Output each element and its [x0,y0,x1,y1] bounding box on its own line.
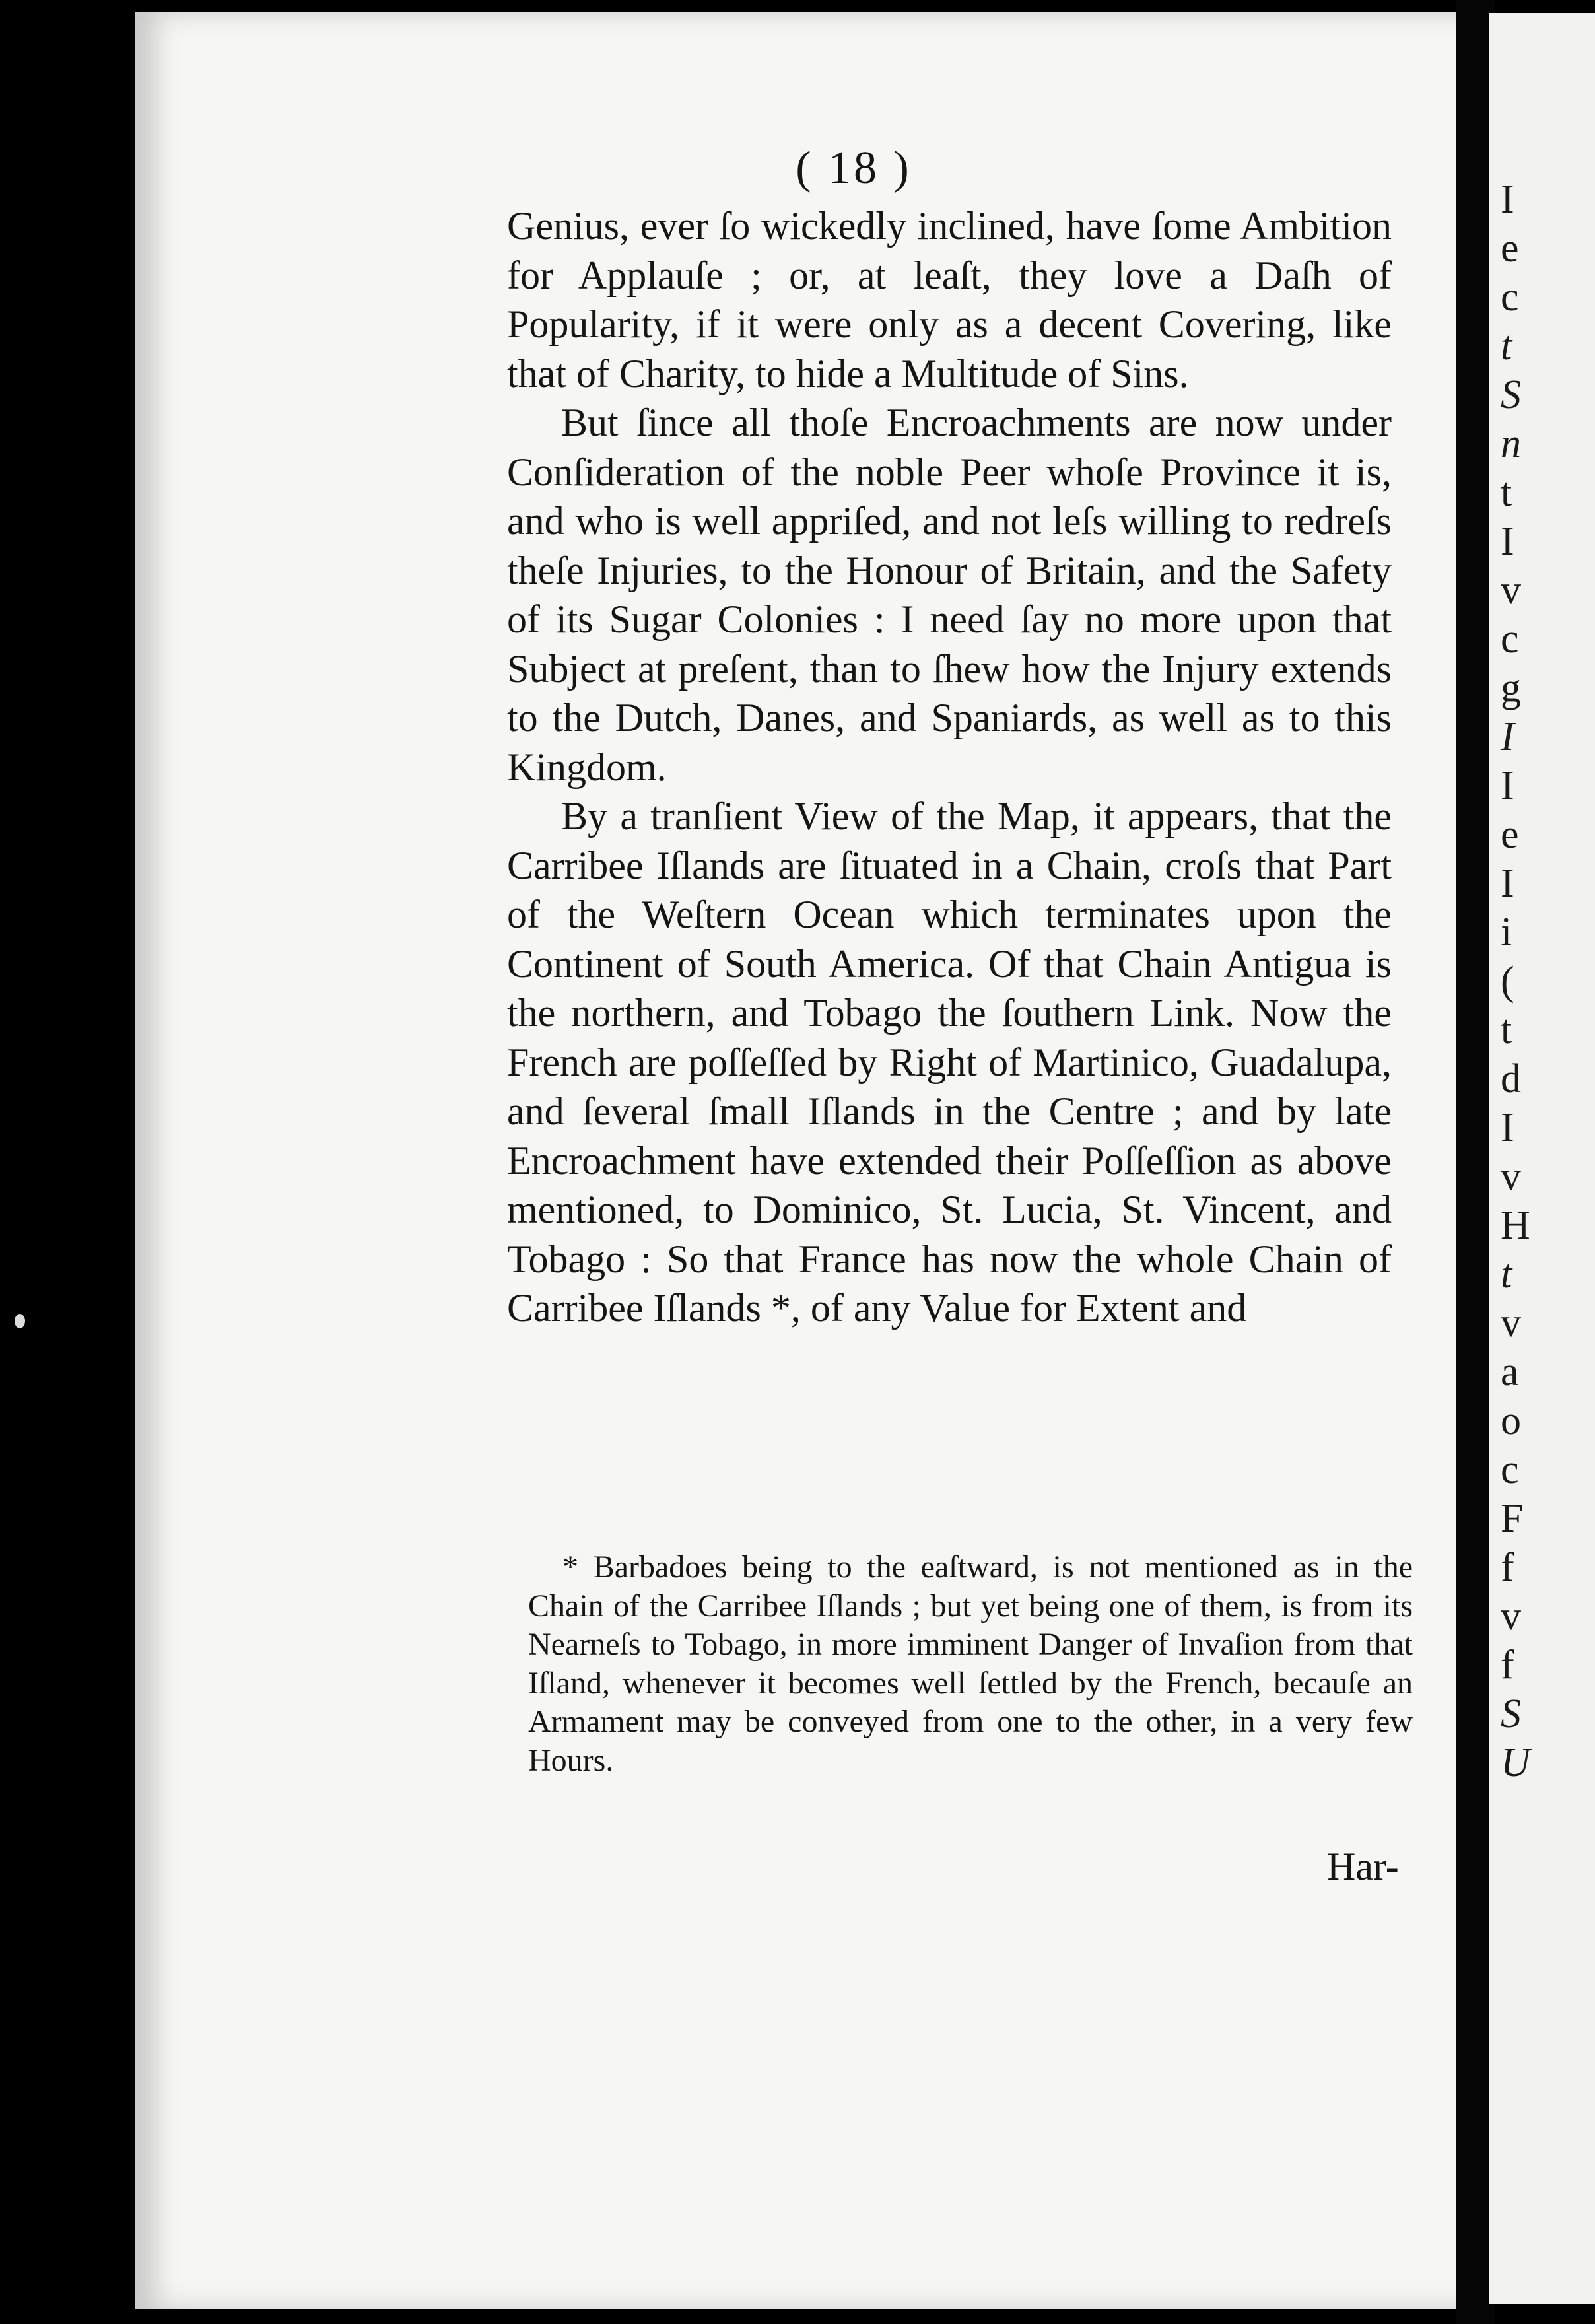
fragment-line: n [1501,421,1521,466]
fragment-line: I [1501,861,1514,906]
paragraph: Genius, ever ſo wickedly inclined, have ſome Ambition for Applauſe ; or, at leaſt, they love a Daſh of Popularity, if it were only as a decent Covering, like that of Charity, to hide a Multitude of Sins. [507,204,1392,395]
paragraph: But ſince all thoſe Encroachments are now under Conſideration of the noble Peer whoſe Province it is, and who is well appriſed, and not leſs willing to redreſs theſe Injuries, to the Honour of Britain, and the Safety of its Sugar Colonies : I need ſay no more upon that Subject at preſent, than to ſhew how the Injury extends to the Dutch, Danes, and Spaniards, as well as to this Kingdom. [507,401,1392,789]
fragment-line: a [1501,1350,1519,1394]
fragment-line: c [1501,275,1519,320]
fragment-line: g [1501,666,1521,710]
fragment-line: o [1501,1398,1521,1443]
fragment-line: t [1501,324,1512,368]
fragment-line: i [1501,910,1512,955]
fragment-line: I [1501,519,1514,564]
fragment-line: H [1501,1203,1530,1248]
fragment-line: e [1501,812,1519,857]
fragment-line: v [1501,1301,1521,1346]
adjacent-page-edge [1489,13,1595,2304]
paragraph: By a tranſient View of the Map, it appears, that the Carribee Iſlands are ſituated in a Chain, croſs that Part of the Weſtern Ocean which terminates upon the Continent of South America. Of that Chain Antigua is the northern, and Tobago the ſouthern Link. Now the French are poſſeſſed by Right of Martinico, Guadalupa, and ſeveral ſmall Iſlands in the Centre ; and by late Encroachment have extended their Poſſeſſion as above mentioned, to Dominico, St. Lucia, St. Vincent, and Tobago : So that France has now the whole Chain of Carribee Iſlands *, of any Value for Extent and [507,794,1392,1330]
page-number [0,142,1595,195]
fragment-line: v [1501,568,1521,613]
body-text [507,201,1392,1333]
fragment-line: t [1501,1252,1512,1297]
fragment-line: d [1501,1056,1521,1101]
fragment-line: S [1501,372,1521,417]
footnote: * Barbadoes being to the eaſtward, is not mentioned as in the Chain of the Carribee Iſlands ; but yet being one of them, is from its Nearneſs to Tobago, in more imminent Danger of Invaſion from that Iſland, whenever it becomes well ſettled by the French, becauſe an Armament may be conveyed from one to the other, in a very few Hours. [528,1550,1413,1778]
fragment-line: U [1501,1740,1530,1785]
fragment-line: F [1501,1496,1524,1541]
fragment-line: I [1501,763,1514,808]
margin-speck [15,1314,25,1328]
fragment-line: v [1501,1594,1521,1639]
page-number-text: ( 18 ) [796,143,912,193]
fragment-line: c [1501,617,1519,662]
fragment-line: ( [1501,959,1514,1004]
catchword: Har- [1327,1845,1399,1888]
fragment-line: t [1501,1008,1512,1052]
fragment-line: f [1501,1643,1514,1688]
fragment-line: I [1501,1105,1514,1150]
fragment-line: e [1501,226,1519,271]
fragment-line: S [1501,1692,1521,1736]
fragment-line: t [1501,470,1512,515]
fragment-line: I [1501,177,1514,222]
fragment-line: v [1501,1154,1521,1199]
fragment-line: I [1501,714,1514,759]
fragment-line: c [1501,1447,1519,1492]
fragment-line: f [1501,1545,1514,1590]
adjacent-page-fragments [1501,175,1530,1787]
